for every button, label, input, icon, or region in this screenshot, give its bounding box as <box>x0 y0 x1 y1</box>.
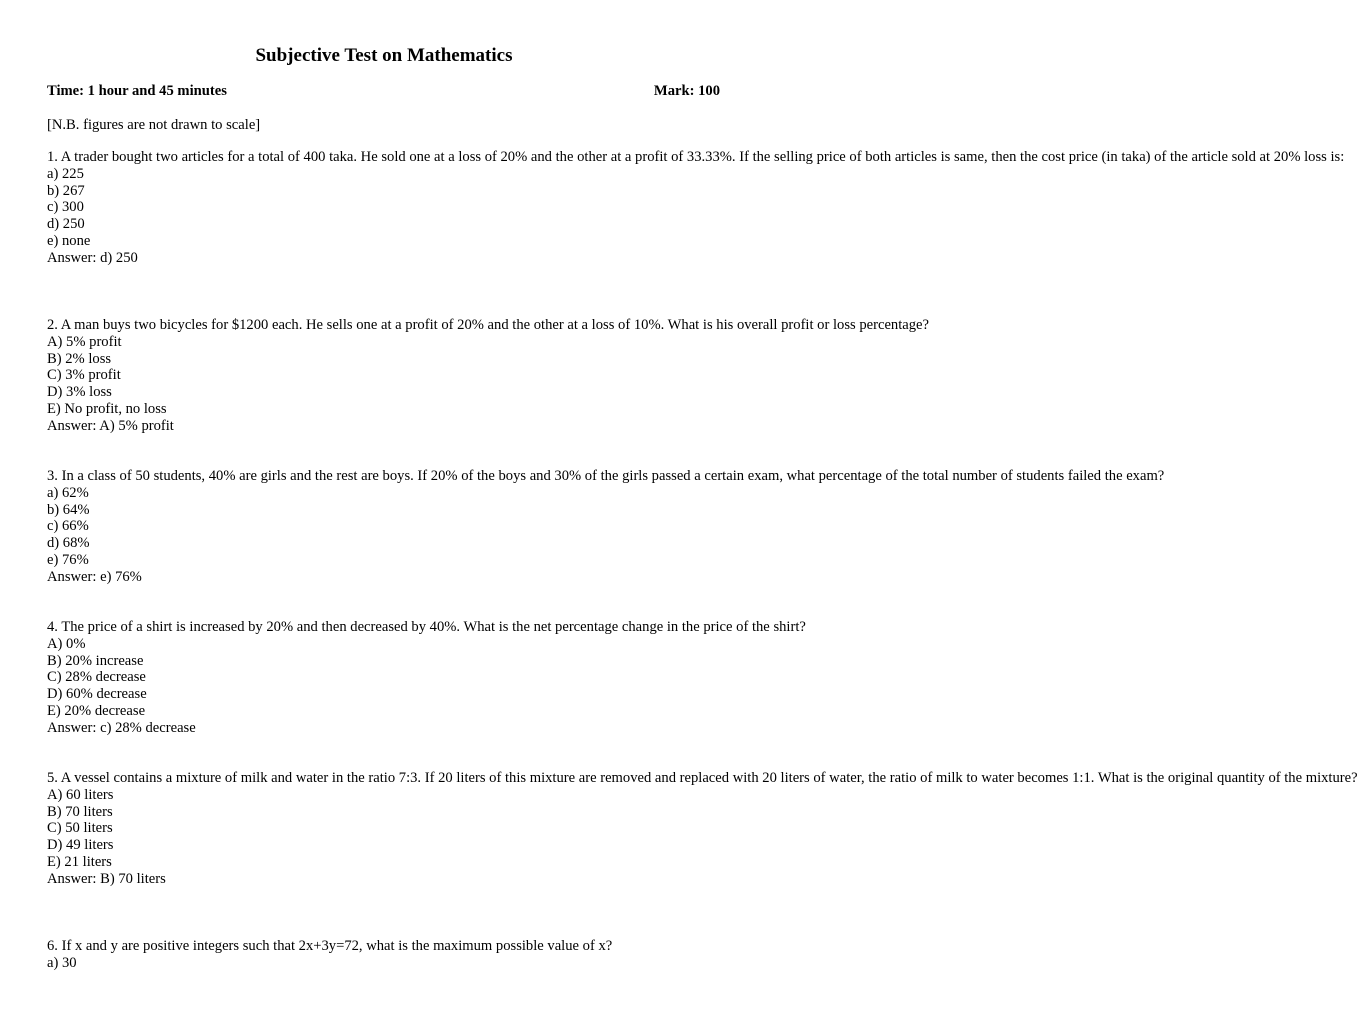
answer: Answer: c) 28% decrease <box>47 719 196 736</box>
option: C) 3% profit <box>47 367 121 384</box>
question-1 <box>47 149 1345 267</box>
question-stem: 1. A trader bought two articles for a total of 400 taka. He sold one at a loss of 20% and the other at a profit of 33.33%. If the selling price of both articles is same, then the cost price (in taka) of the article sold at 20% loss is: <box>47 149 1345 165</box>
option: D) 60% decrease <box>47 686 147 703</box>
option: B) 20% increase <box>47 652 144 669</box>
question-2 <box>47 317 930 435</box>
option: D) 3% loss <box>47 384 112 401</box>
option: d) 250 <box>47 216 85 233</box>
option: B) 70 liters <box>47 803 113 820</box>
option: E) 20% decrease <box>47 702 146 719</box>
question-stem: 4. The price of a shirt is increased by 20% and then decreased by 40%. What is the net percentage change in the price of the shirt? <box>47 619 806 635</box>
question-5 <box>47 770 1358 888</box>
question-4 <box>47 619 806 737</box>
option: A) 0% <box>47 635 86 652</box>
option: a) 225 <box>47 165 84 182</box>
page-title: Subjective Test on Mathematics <box>255 45 513 66</box>
figure-note: [N.B. figures are not drawn to scale] <box>47 117 261 133</box>
time-limit: Time: 1 hour and 45 minutes <box>47 83 227 99</box>
question-stem: 6. If x and y are positive integers such that 2x+3y=72, what is the maximum possible value of x? <box>47 938 613 954</box>
option: A) 60 liters <box>47 786 114 803</box>
option: C) 50 liters <box>47 820 113 837</box>
option: D) 49 liters <box>47 837 114 854</box>
option: c) 300 <box>47 199 84 216</box>
answer: Answer: B) 70 liters <box>47 870 166 887</box>
option: B) 2% loss <box>47 350 112 367</box>
answer: Answer: e) 76% <box>47 568 142 585</box>
option: e) none <box>47 232 91 249</box>
option: b) 267 <box>47 182 85 199</box>
question-6 <box>47 938 720 972</box>
option: a) 62% <box>47 484 89 501</box>
option: d) 68% <box>47 535 90 552</box>
question-stem: 3. In a class of 50 students, 40% are girls and the rest are boys. If 20% of the boys and 30% of the girls passed a certain exam, what percentage of the total number of students failed the exam? <box>47 468 1165 484</box>
option: e) 76% <box>47 551 89 568</box>
question-stem: 2. A man buys two bicycles for $1200 each. He sells one at a profit of 20% and the other at a loss of 10%. What is his overall profit or loss percentage? <box>47 317 930 333</box>
option: b) 64% <box>47 501 90 518</box>
answer: Answer: d) 250 <box>47 249 138 266</box>
total-marks: Mark: 100 <box>653 83 720 99</box>
option: A) 5% profit <box>47 333 122 350</box>
answer: Answer: A) 5% profit <box>47 417 174 434</box>
question-3 <box>47 468 1165 586</box>
option: a) 30 <box>47 954 77 971</box>
option: C) 28% decrease <box>47 669 146 686</box>
option: E) No profit, no loss <box>47 400 167 417</box>
option: c) 66% <box>47 518 89 535</box>
option: E) 21 liters <box>47 853 112 870</box>
question-stem: 5. A vessel contains a mixture of milk and water in the ratio 7:3. If 20 liters of this mixture are removed and replaced with 20 liters of water, the ratio of milk to water becomes 1:1. What is the original quantity of the mixture? <box>47 770 1358 786</box>
